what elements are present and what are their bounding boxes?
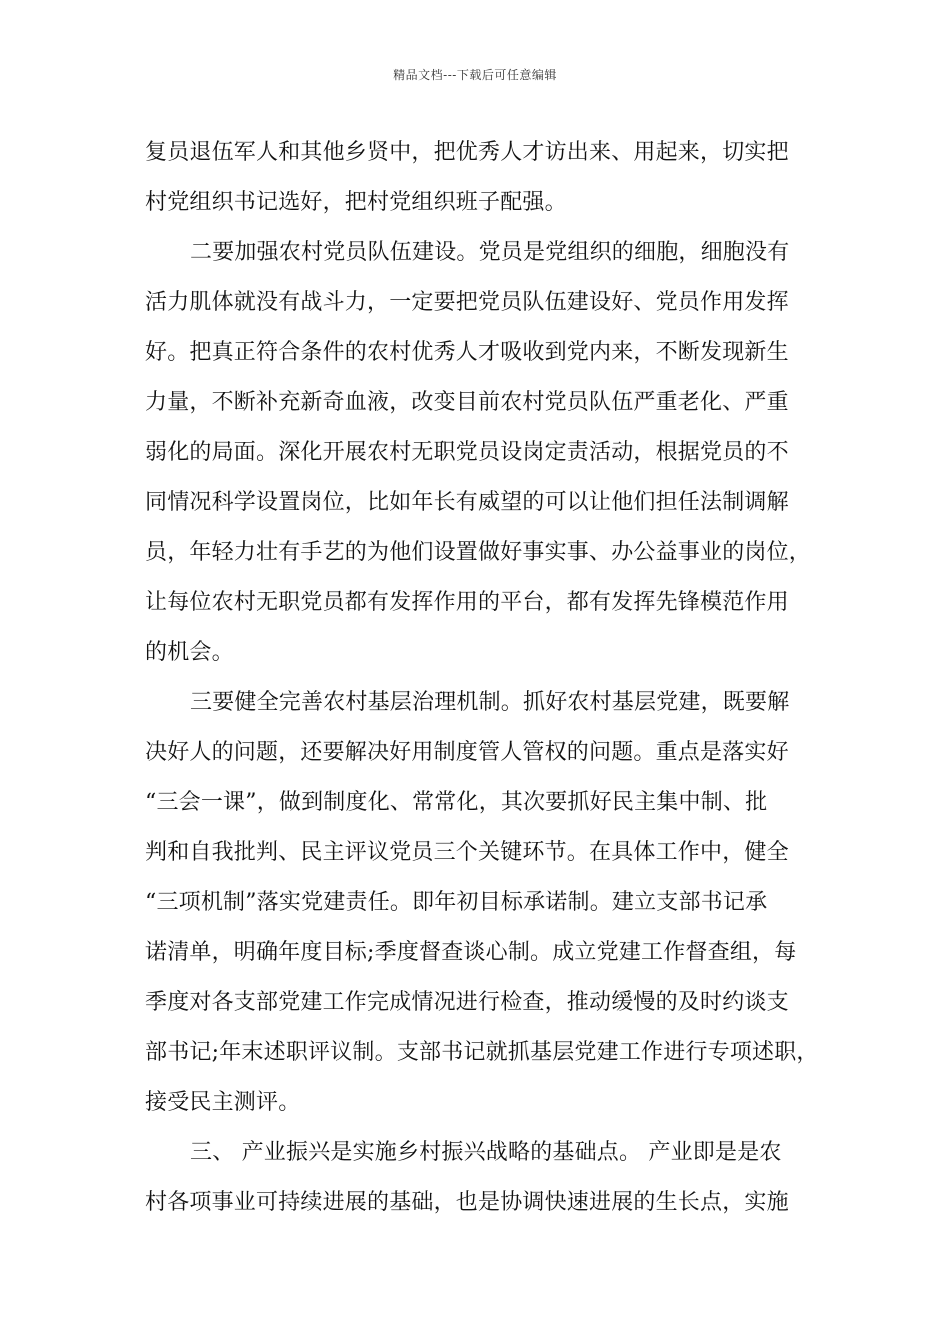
text-line: “三会一课”，做到制度化、常常化，其次要抓好民主集中制、批 [145,790,768,815]
text-line: 决好人的问题，还要解决好用制度管人管权的问题。重点是落实好 [145,740,789,765]
text-line: 员，年轻力壮有手艺的为他们设置做好事实事、办公益事业的岗位， [145,540,812,565]
text-line: 复员退伍军人和其他乡贤中，把优秀人才访出来、用起来，切实把 [145,140,789,165]
text-line: 季度对各支部党建工作完成情况进行检查，推动缓慢的及时约谈支 [145,990,789,1015]
text-line-paragraph-start: 三要健全完善农村基层治理机制。抓好农村基层党建，既要解 [190,690,790,715]
text-line: 部书记;年末述职评议制。支部书记就抓基层党建工作进行专项述职， [145,1040,819,1065]
document-body [145,128,819,1228]
text-line: “三项机制”落实党建责任。即年初目标承诺制。建立支部书记承 [145,890,768,915]
text-line: 村党组织书记选好，把村党组织班子配强。 [145,190,567,215]
text-line: 接受民主测评。 [145,1090,301,1115]
text-line: 力量，不断补充新奇血液，改变目前农村党员队伍严重老化、严重 [145,390,789,415]
text-line: 的机会。 [145,640,234,665]
text-line: 弱化的局面。深化开展农村无职党员设岗定责活动，根据党员的不 [145,440,789,465]
text-line: 活力肌体就没有战斗力，一定要把党员队伍建设好、党员作用发挥 [145,290,789,315]
text-line: 村各项事业可持续进展的基础，也是协调快速进展的生长点，实施 [145,1190,789,1215]
text-line: 好。把真正符合条件的农村优秀人才吸收到党内来，不断发现新生 [145,340,789,365]
text-line: 判和自我批判、民主评议党员三个关键环节。在具体工作中，健全 [145,840,789,865]
text-line: 让每位农村无职党员都有发挥作用的平台，都有发挥先锋模范作用 [145,590,789,615]
text-line-paragraph-start: 二要加强农村党员队伍建设。党员是党组织的细胞，细胞没有 [190,240,790,265]
page-header: 精品文档---下载后可任意编辑 [393,68,557,82]
text-line: 同情况科学设置岗位，比如年长有威望的可以让他们担任法制调解 [145,490,789,515]
text-line-paragraph-start: 三、 产业振兴是实施乡村振兴战略的基础点。 产业即是是农 [190,1140,782,1165]
text-line: 诺清单，明确年度目标;季度督查谈心制。成立党建工作督查组，每 [145,940,797,965]
